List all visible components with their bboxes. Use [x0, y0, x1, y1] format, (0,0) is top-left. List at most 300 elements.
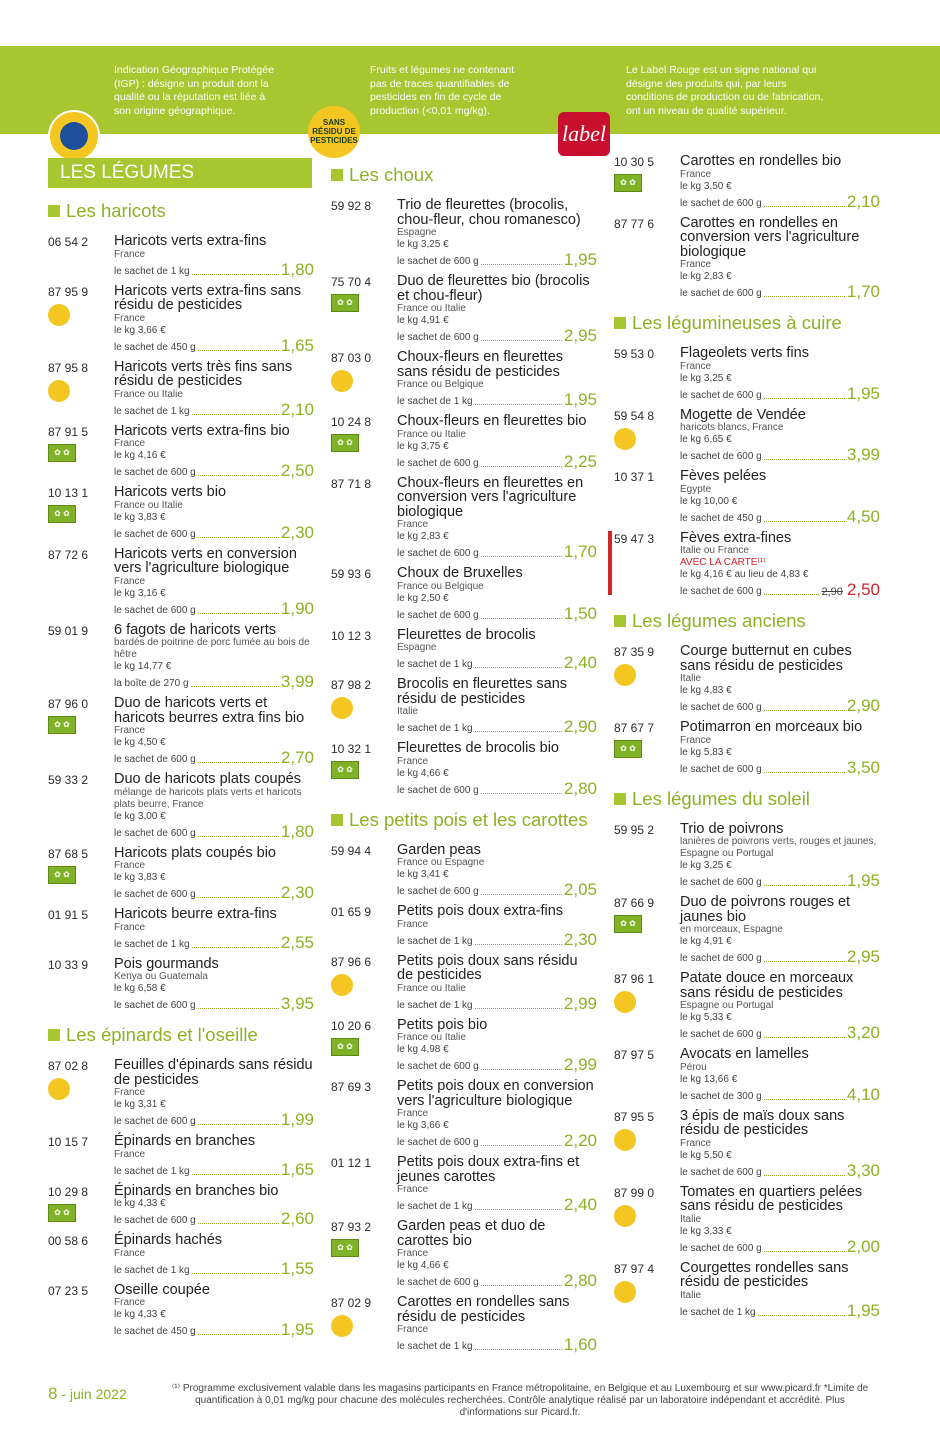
product-details — [114, 547, 314, 617]
category-title: Les légumineuses à cuire — [632, 312, 842, 333]
pack-row — [397, 780, 597, 797]
product-code-text: 87 93 2 — [331, 1220, 372, 1234]
leader-dots — [475, 731, 562, 732]
product-title: Duo de poivrons rouges et jaunes bio — [680, 894, 851, 925]
category-heading — [48, 200, 314, 222]
price-per-kg: le kg 4,91 € — [680, 936, 732, 947]
product-code — [331, 904, 397, 948]
product-item — [614, 720, 880, 776]
category-bullet-icon — [48, 1029, 60, 1041]
product-code-text: 59 01 9 — [48, 623, 89, 638]
label-rouge-badge-icon: label Rouge — [558, 112, 610, 156]
pack-size: le sachet de 600 g — [397, 1137, 479, 1148]
leader-dots — [764, 206, 845, 207]
product-origin: haricots blancs, France — [680, 422, 784, 433]
price-per-kg: le kg 2,83 € — [680, 271, 732, 282]
page-section-title: LES LÉGUMES — [48, 158, 312, 188]
product-details — [680, 1109, 880, 1179]
price-per-kg: le kg 3,25 € — [397, 239, 449, 250]
product-title: Petits pois doux extra-fins et jeunes carottes — [397, 1154, 580, 1185]
product-origin: France — [114, 1247, 146, 1259]
category-title: Les choux — [349, 164, 434, 185]
price-per-kg: le kg 13,66 € — [680, 1073, 738, 1085]
product-origin: France ou Italie — [397, 303, 466, 314]
product-code — [331, 954, 397, 1012]
product-item — [48, 1134, 314, 1178]
pack-row — [114, 1260, 314, 1277]
product-title: Tomates en quartiers pelées sans résidu de pesticides — [680, 1183, 863, 1214]
product-details — [397, 677, 597, 735]
product-details — [680, 346, 880, 402]
pack-row — [680, 581, 880, 598]
product-details — [114, 1283, 314, 1339]
product-code — [331, 1295, 397, 1353]
pack-row — [114, 934, 314, 951]
pack-row — [114, 261, 314, 278]
product-code-text: 87 66 9 — [614, 896, 655, 910]
price: 1,95 — [846, 871, 880, 890]
pack-size: le sachet de 600 g — [397, 784, 479, 796]
product-title: Choux de Bruxelles — [397, 565, 523, 581]
price-per-kg: le kg 3,31 € — [114, 1099, 166, 1110]
product-title: 3 épis de maïs doux sans résidu de pesticides — [680, 1107, 845, 1138]
product-code-text: 87 69 3 — [331, 1080, 372, 1094]
product-details — [680, 822, 880, 890]
product-title: Courgettes rondelles sans résidu de pesticides — [680, 1259, 849, 1290]
organic-label-icon — [48, 505, 76, 523]
leader-dots — [198, 1223, 279, 1224]
product-title: Duo de fleurettes bio (brocolis et chou-fleur) — [397, 273, 590, 304]
price: 2,50 — [846, 580, 880, 599]
product-details — [114, 485, 314, 541]
pack-row — [397, 1056, 597, 1073]
pack-size: le sachet de 450 g — [114, 1326, 196, 1337]
organic-label-icon — [331, 434, 359, 452]
price: 1,50 — [563, 603, 597, 623]
product-title: Duo de haricots verts et haricots beurres extra fins bio — [114, 695, 305, 726]
product-title: Haricots beurre extra-fins — [114, 906, 277, 922]
price: 1,95 — [280, 1320, 314, 1339]
pack-row — [680, 759, 880, 776]
pack-row — [680, 948, 880, 965]
pack-size: le sachet de 1 kg — [397, 723, 473, 734]
product-code-text: 10 12 3 — [331, 628, 372, 643]
leader-dots — [198, 897, 279, 898]
product-code-text: 87 99 0 — [614, 1185, 655, 1200]
pack-row — [680, 508, 880, 525]
product-origin: France — [114, 575, 146, 587]
pack-row — [114, 524, 314, 541]
no-pesticide-badge-icon — [331, 974, 353, 996]
product-title: Choux-fleurs en fleurettes sans résidu de pesticides — [397, 349, 564, 380]
leader-dots — [192, 1174, 279, 1175]
product-item — [331, 1018, 597, 1074]
price: 3,30 — [846, 1160, 880, 1180]
category-heading — [614, 312, 880, 334]
product-item — [48, 846, 314, 902]
product-origin: France — [680, 360, 712, 372]
product-code-text: 10 13 1 — [48, 486, 89, 500]
product-details — [397, 904, 597, 948]
organic-label-icon — [331, 1239, 359, 1257]
product-code — [331, 274, 397, 344]
product-code-text: 01 91 5 — [48, 908, 89, 922]
product-code — [48, 485, 114, 541]
pack-size: le sachet de 450 g — [680, 512, 762, 524]
leader-dots — [198, 537, 279, 538]
product-item — [48, 547, 314, 617]
product-title: Choux-fleurs en fleurettes bio — [397, 413, 587, 429]
organic-label-icon — [614, 740, 642, 758]
product-item — [614, 1261, 880, 1319]
product-details — [680, 531, 880, 599]
legend-label-rouge: Le Label Rouge est un signe national qui désigne des produits qui, par leurs conditions de production ou de fabrication, ont un niveau de qualité supérieur. — [626, 64, 824, 117]
product-title: Garden peas — [397, 841, 481, 858]
product-details — [680, 895, 880, 965]
edition-date: - juin 2022 — [57, 1386, 127, 1402]
product-title: Mogette de Vendée — [680, 406, 806, 423]
leader-dots — [764, 398, 845, 399]
product-code-text: 87 96 6 — [331, 954, 372, 969]
pack-size: la boîte de 270 g — [114, 678, 189, 689]
leader-dots — [191, 686, 279, 687]
product-details — [680, 644, 880, 714]
product-item — [48, 1233, 314, 1277]
product-title: 6 fagots de haricots verts — [114, 621, 276, 638]
product-origin: Italie — [397, 706, 419, 717]
product-item — [331, 274, 597, 344]
product-code-text: 87 96 0 — [48, 697, 89, 711]
pack-row — [114, 1111, 314, 1128]
product-details — [397, 1155, 597, 1213]
product-origin: France — [397, 1184, 429, 1195]
category-title: Les haricots — [66, 200, 166, 221]
product-code-text: 59 33 2 — [48, 773, 89, 787]
product-item — [614, 822, 880, 890]
product-details — [114, 846, 314, 902]
price: 3,50 — [846, 757, 880, 777]
product-details — [114, 1058, 314, 1128]
product-details — [397, 1018, 597, 1074]
product-origin: Pérou — [680, 1061, 707, 1073]
product-code — [48, 772, 114, 840]
pack-size: le sachet de 1 kg — [114, 1165, 190, 1177]
leader-dots — [198, 350, 279, 351]
pack-size: le sachet de 1 kg — [397, 396, 473, 407]
leader-dots — [764, 459, 845, 460]
product-code-text: 87 68 5 — [48, 846, 89, 861]
organic-label-icon — [48, 866, 76, 884]
product-item — [331, 1295, 597, 1353]
leader-dots — [475, 667, 562, 668]
product-title: Carottes en rondelles sans résidu de pesticides — [397, 1294, 570, 1325]
pack-row — [680, 283, 880, 300]
product-origin: France — [397, 519, 429, 530]
leader-dots — [198, 475, 279, 476]
pack-size: le sachet de 600 g — [114, 827, 196, 839]
product-code — [331, 476, 397, 561]
product-title: Petits pois doux sans résidu de pesticides — [397, 952, 578, 983]
price-per-kg: le kg 4,33 € — [114, 1198, 166, 1209]
pack-size: le sachet de 300 g — [680, 1090, 762, 1102]
product-title: Haricots verts très fins sans résidu de pesticides — [114, 358, 293, 389]
price: 2,30 — [280, 883, 314, 902]
page-footer — [48, 1384, 127, 1404]
pack-size: le sachet de 600 g — [114, 1000, 196, 1011]
pack-row — [397, 1196, 597, 1213]
product-details — [397, 843, 597, 899]
product-origin: France ou Italie — [397, 982, 466, 994]
pack-row — [680, 872, 880, 889]
product-item — [331, 741, 597, 797]
product-code — [614, 822, 680, 890]
pack-row — [680, 1162, 880, 1179]
pack-row — [397, 995, 597, 1012]
leader-dots — [481, 793, 562, 794]
product-code — [614, 644, 680, 714]
product-title: Avocats en lamelles — [680, 1046, 809, 1062]
product-item — [48, 1058, 314, 1128]
leader-dots — [481, 340, 562, 341]
product-origin: France ou Italie — [114, 499, 183, 511]
product-item — [48, 360, 314, 418]
product-code-text: 59 47 3 — [614, 531, 655, 546]
category-bullet-icon — [331, 169, 343, 181]
price: 2,55 — [280, 932, 314, 952]
product-details — [114, 772, 314, 840]
product-origin: mélange de haricots plats verts et haricots plats beurre, France — [114, 786, 302, 810]
product-code — [614, 1185, 680, 1255]
leader-dots — [198, 613, 279, 614]
product-code — [614, 154, 680, 210]
pack-size: le sachet de 1 kg — [397, 659, 473, 670]
price-per-kg: le kg 4,66 € — [397, 767, 449, 779]
promo-marker — [608, 531, 612, 595]
leader-dots — [481, 1145, 562, 1146]
product-item — [614, 1185, 880, 1255]
price-per-kg: le kg 3,83 € — [114, 511, 166, 523]
price: 2,95 — [846, 947, 880, 966]
product-title: Carottes en rondelles bio — [680, 153, 842, 169]
product-item — [331, 198, 597, 268]
price: 1,65 — [280, 335, 314, 355]
product-item — [614, 971, 880, 1041]
leader-dots — [481, 466, 562, 467]
pack-row — [114, 600, 314, 617]
product-origin: Espagne — [397, 642, 437, 653]
price-per-kg: le kg 3,66 € — [397, 1120, 449, 1131]
product-origin: Italie — [680, 673, 702, 684]
pack-row — [114, 401, 314, 418]
organic-label-icon — [614, 915, 642, 933]
product-item — [331, 1079, 597, 1149]
leader-dots — [764, 772, 845, 773]
pack-size: le sachet de 600 g — [114, 528, 196, 540]
pack-size: le sachet de 600 g — [680, 1242, 762, 1254]
leader-dots — [475, 1209, 562, 1210]
product-code — [331, 1079, 397, 1149]
product-code — [48, 623, 114, 691]
category-bullet-icon — [614, 317, 626, 329]
product-code-text: 87 77 6 — [614, 216, 655, 231]
leader-dots — [192, 414, 279, 415]
product-title: Fèves pelées — [680, 468, 767, 484]
price: 1,55 — [280, 1258, 314, 1278]
product-details — [680, 1047, 880, 1103]
price: 2,95 — [563, 326, 597, 345]
product-details — [397, 566, 597, 622]
product-code — [48, 1184, 114, 1228]
price: 3,99 — [280, 672, 314, 691]
price: 1,70 — [846, 282, 880, 301]
product-origin: Italie — [680, 1213, 702, 1225]
pack-size: le sachet de 600 g — [680, 197, 762, 209]
product-details — [114, 1233, 314, 1277]
product-item — [48, 1184, 314, 1228]
leader-dots — [764, 1175, 845, 1176]
price: 2,10 — [280, 399, 314, 419]
product-origin: Italie ou France — [680, 545, 749, 556]
price: 2,90 — [846, 696, 880, 715]
price-per-kg: le kg 14,77 € — [114, 661, 172, 672]
product-code — [48, 234, 114, 278]
pack-row — [680, 1238, 880, 1255]
leader-dots — [198, 836, 279, 837]
product-origin: France — [114, 1087, 146, 1098]
product-code — [48, 360, 114, 418]
pack-row — [680, 385, 880, 402]
price: 1,95 — [846, 383, 880, 403]
legend-sans-residu: Fruits et légumes ne contenant pas de traces quantifiables de pesticides en fin de cycle de production (<0,01 mg/kg). — [370, 64, 515, 117]
price-per-kg: le kg 5,50 € — [680, 1149, 732, 1161]
price-per-kg: le kg 4,33 € — [114, 1309, 166, 1320]
category-bullet-icon — [614, 793, 626, 805]
organic-label-icon — [614, 174, 642, 192]
product-item — [614, 1047, 880, 1103]
pack-row — [680, 1086, 880, 1103]
no-pesticide-badge-icon — [614, 1129, 636, 1151]
product-origin: France ou Italie — [114, 388, 183, 400]
product-item — [331, 904, 597, 948]
product-details — [114, 696, 314, 766]
product-code-text: 10 24 8 — [331, 415, 372, 429]
price: 1,80 — [280, 821, 314, 841]
product-origin: France — [114, 860, 146, 871]
product-item — [331, 350, 597, 408]
pack-row — [397, 1132, 597, 1149]
product-details — [114, 360, 314, 418]
product-code — [331, 677, 397, 735]
product-code — [614, 346, 680, 402]
pack-row — [397, 881, 597, 898]
product-code-text: 87 97 5 — [614, 1048, 655, 1062]
product-details — [397, 1079, 597, 1149]
pack-size: le sachet de 1 kg — [114, 265, 190, 277]
product-code — [48, 957, 114, 1013]
product-origin: Kenya ou Guatemala — [114, 971, 208, 982]
product-code-text: 87 95 9 — [48, 284, 89, 299]
product-code-text: 87 71 8 — [331, 476, 372, 491]
product-origin: France — [114, 921, 146, 933]
leader-dots — [192, 947, 279, 948]
price: 2,90 — [563, 717, 597, 736]
product-item — [48, 485, 314, 541]
price: 2,10 — [846, 191, 880, 211]
page-number: 8 — [48, 1384, 58, 1403]
product-details — [680, 154, 880, 210]
product-code-text: 01 65 9 — [331, 905, 372, 919]
leader-dots — [198, 1124, 279, 1125]
product-code-text: 87 98 2 — [331, 678, 372, 692]
leader-dots — [764, 710, 845, 711]
price: 1,95 — [563, 390, 597, 409]
product-code-text: 87 95 8 — [48, 360, 89, 375]
product-code-text: 87 35 9 — [614, 645, 655, 659]
leader-dots — [764, 1251, 845, 1252]
product-title: Épinards en branches — [114, 1133, 256, 1149]
product-item — [614, 1109, 880, 1179]
product-origin: France ou Belgique — [397, 580, 484, 592]
product-details — [397, 414, 597, 470]
pack-size: le sachet de 600 g — [680, 288, 762, 299]
pack-size: le sachet de 600 g — [397, 1277, 479, 1288]
product-title: Potimarron en morceaux bio — [680, 719, 863, 735]
no-pesticide-badge-icon — [331, 370, 353, 392]
footnote: ⁽¹⁾ Programme exclusivement valable dans les magasins participants en France métropolitaine, en Belgique et au Luxembourg et sur www.picard.fr *Limite de quantification à 0,01 mg/kg pour chacune des molécules recherchées. Contrôle analytique réalisé par un laboratoire indépendant et accrédité. Plus d'informations sur Picard.fr. — [171, 1383, 869, 1418]
product-code-text: 87 91 5 — [48, 424, 89, 439]
product-origin: France — [397, 755, 429, 767]
price-per-kg: le kg 4,16 € — [114, 450, 166, 461]
product-title: Flageolets verts fins — [680, 345, 809, 361]
product-code-text: 00 58 6 — [48, 1234, 89, 1248]
product-details — [397, 198, 597, 268]
price-per-kg: le kg 3,83 € — [114, 872, 166, 883]
product-code-text: 07 23 5 — [48, 1283, 89, 1298]
product-code-text: 10 32 1 — [331, 742, 372, 756]
price: 2,40 — [563, 653, 597, 672]
pack-size: le sachet de 600 g — [114, 467, 196, 478]
category-bullet-icon — [48, 205, 60, 217]
product-code — [614, 469, 680, 525]
leader-dots — [481, 894, 562, 895]
product-origin: bardés de poitrine de porc fumée au bois de hêtre — [114, 637, 310, 660]
product-origin: France — [114, 312, 146, 324]
product-code-text: 10 30 5 — [614, 155, 655, 169]
product-item — [614, 644, 880, 714]
product-code — [331, 1155, 397, 1213]
leader-dots — [764, 1037, 845, 1038]
legend-igp: Indication Géographique Protégée (IGP) : désigne un produit dont la qualité ou la réputation est liée à son origine géographique. — [114, 64, 274, 117]
product-item — [48, 424, 314, 480]
organic-label-icon — [331, 761, 359, 779]
product-title: Pois gourmands — [114, 955, 219, 972]
product-details — [114, 424, 314, 480]
product-details — [397, 1295, 597, 1353]
product-item — [48, 772, 314, 840]
price: 4,10 — [846, 1084, 880, 1104]
product-code-text: 59 92 8 — [331, 199, 372, 213]
product-code-text: 10 33 9 — [48, 957, 89, 972]
pack-size: le sachet de 600 g — [114, 1215, 196, 1226]
price-per-kg: le kg 3,25 € — [680, 372, 732, 384]
product-details — [680, 720, 880, 776]
product-title: Haricots verts bio — [114, 484, 227, 500]
pack-size: le sachet de 600 g — [397, 332, 479, 343]
column-1 — [48, 150, 314, 1344]
product-item — [48, 623, 314, 691]
product-title: Trio de fleurettes (brocolis, chou-fleur, chou romanesco) — [397, 197, 581, 228]
product-code-text: 87 97 4 — [614, 1261, 655, 1276]
